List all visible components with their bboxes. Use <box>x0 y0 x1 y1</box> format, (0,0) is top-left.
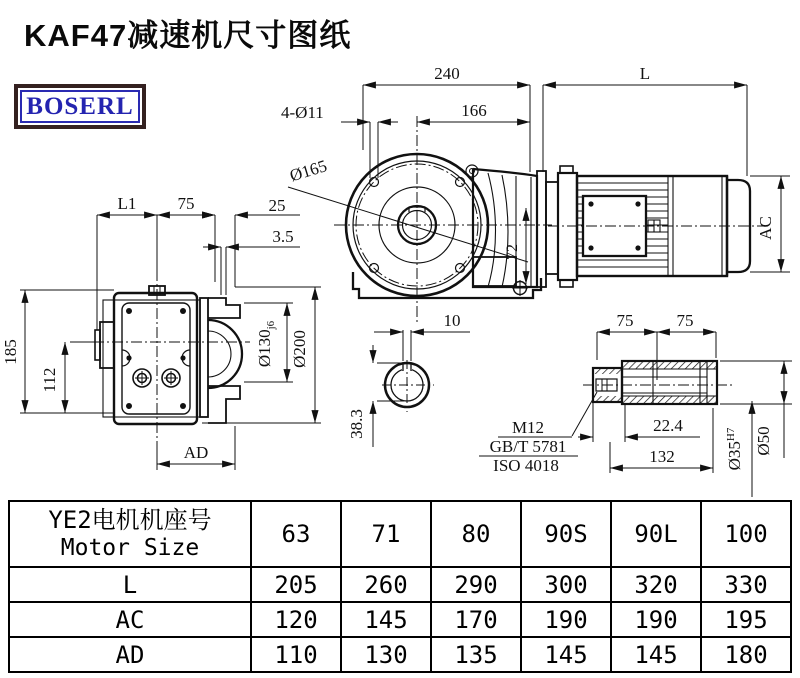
cell-L-63: 205 <box>251 567 341 602</box>
dim-112-label: 112 <box>40 367 59 393</box>
dim-72-label: 72 <box>504 244 521 260</box>
col-header-71: 71 <box>341 501 431 567</box>
header-motor-size-zh: YE2电机机座号 <box>48 505 212 534</box>
cell-AC-100: 195 <box>701 602 791 637</box>
dim-AC-label: AC <box>756 216 775 240</box>
dim-d50-label: Ø50 <box>754 426 773 456</box>
dim-132-label: 132 <box>649 447 675 466</box>
dim-25-label: 25 <box>268 196 286 215</box>
dim-L-label: L <box>639 64 651 83</box>
dim-d35-text: Ø35 <box>725 441 744 471</box>
fastener-gbt-label: GB/T 5781 <box>489 437 567 456</box>
dim-38-3-label: 38.3 <box>347 409 366 439</box>
row-label-AC: AC <box>9 602 251 637</box>
dim-75b-label: 75 <box>676 311 694 330</box>
dim-4xd11-label: 4-Ø11 <box>281 103 324 122</box>
cell-AC-90S: 190 <box>521 602 611 637</box>
motor-view <box>537 166 768 287</box>
motor-size-table <box>8 500 792 673</box>
cell-AD-90S: 145 <box>521 637 611 672</box>
dim-75a-label: 75 <box>616 311 634 330</box>
cell-L-71: 260 <box>341 567 431 602</box>
dim-d200-label: Ø200 <box>290 330 309 368</box>
table-row-L <box>9 567 791 602</box>
cell-L-90L: 320 <box>611 567 701 602</box>
dim-240-label: 240 <box>434 64 460 83</box>
dim-185-label: 185 <box>1 339 20 365</box>
dim-10-label: 10 <box>443 311 461 330</box>
dim-d130j6-label <box>255 320 277 367</box>
cell-L-100: 330 <box>701 567 791 602</box>
dim-d130-text: Ø130 <box>255 329 274 368</box>
row-label-L: L <box>9 567 251 602</box>
fastener-m12-label: M12 <box>511 418 545 437</box>
dim-d165-label: Ø165 <box>287 156 330 186</box>
cell-AD-80: 135 <box>431 637 521 672</box>
dim-3-5-label: 3.5 <box>272 227 294 246</box>
dim-L1-label: L1 <box>117 194 137 213</box>
front-view <box>334 116 552 322</box>
cell-AC-63: 120 <box>251 602 341 637</box>
cell-AD-90L: 145 <box>611 637 701 672</box>
dim-d130-tolerance: j6 <box>265 320 277 330</box>
table-header-row <box>9 501 791 567</box>
table-row-AD <box>9 637 791 672</box>
cell-AC-80: 170 <box>431 602 521 637</box>
header-motor-size-en: Motor Size <box>60 534 200 561</box>
cell-L-80: 290 <box>431 567 521 602</box>
shaft-detail-view <box>578 332 792 497</box>
col-header-100: 100 <box>701 501 791 567</box>
dim-22-4-label: 22.4 <box>653 416 683 435</box>
cell-AC-90L: 190 <box>611 602 701 637</box>
col-header-63: 63 <box>251 501 341 567</box>
dim-75-label: 75 <box>177 194 195 213</box>
col-header-90S: 90S <box>521 501 611 567</box>
dim-AD-label: AD <box>183 443 209 462</box>
dim-d35H7-label <box>725 427 744 470</box>
cell-AD-100: 180 <box>701 637 791 672</box>
dimension-labels <box>1 64 775 475</box>
key-section-view <box>373 330 470 447</box>
cell-AC-71: 145 <box>341 602 431 637</box>
cell-L-90S: 300 <box>521 567 611 602</box>
dim-166-label: 166 <box>461 101 487 120</box>
col-header-80: 80 <box>431 501 521 567</box>
page-title: KAF47减速机尺寸图纸 <box>24 18 352 53</box>
header-motor-size <box>9 501 251 567</box>
cell-AD-63: 110 <box>251 637 341 672</box>
dim-d35-tolerance: H7 <box>725 427 737 442</box>
row-label-AD: AD <box>9 637 251 672</box>
fastener-iso-label: ISO 4018 <box>493 456 559 475</box>
cell-AD-71: 130 <box>341 637 431 672</box>
boserl-logo-text: BOSERL <box>26 93 134 120</box>
table-row-AC <box>9 602 791 637</box>
col-header-90L: 90L <box>611 501 701 567</box>
